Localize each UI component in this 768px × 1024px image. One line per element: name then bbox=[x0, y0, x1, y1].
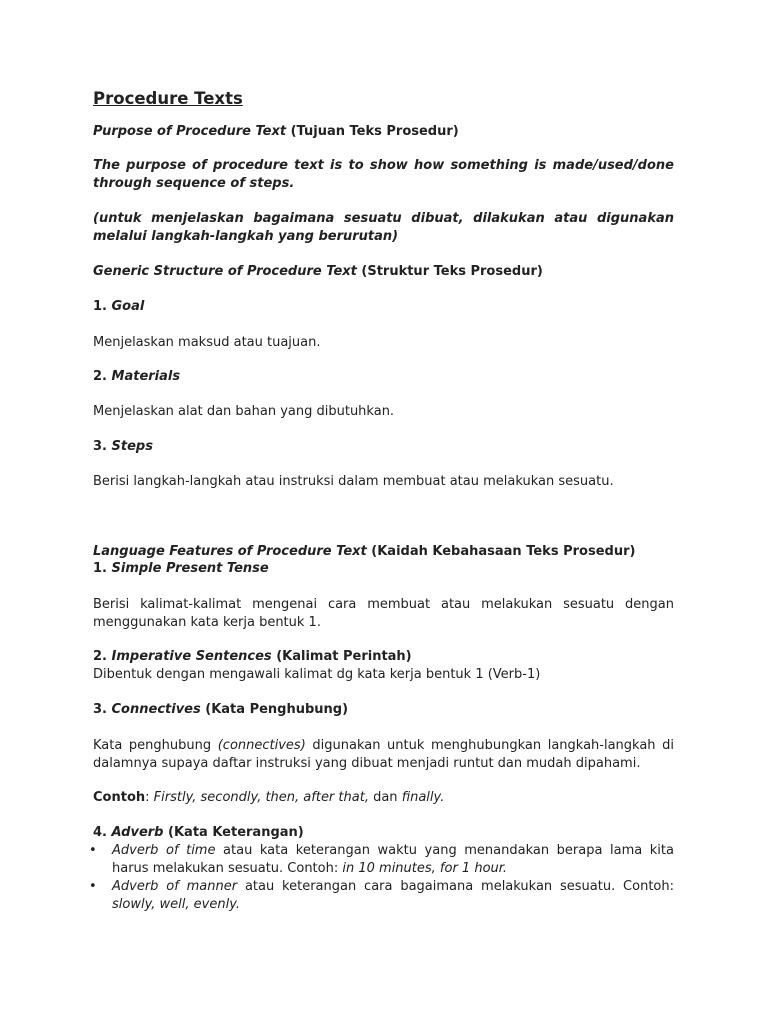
bullet-text: atau kata keterangan waktu yang menandakan berapa lama kita harus melakukan sesuatu. Contoh: bbox=[112, 843, 674, 876]
language-heading-en: Language Features of Procedure Text bbox=[93, 544, 367, 559]
language-heading-id: (Kaidah Kebahasaan Teks Prosedur) bbox=[371, 544, 636, 559]
purpose-text-en: The purpose of procedure text is to show how something is made/used/done through sequence of steps. bbox=[93, 158, 674, 191]
item-number: 3. bbox=[93, 439, 107, 454]
item-number: 3. bbox=[93, 702, 107, 717]
connectives-example bbox=[93, 789, 674, 807]
adverb-list bbox=[93, 842, 674, 914]
list-item bbox=[93, 878, 674, 914]
bullet-term: Adverb of manner bbox=[112, 879, 238, 894]
desc-term: (connectives) bbox=[217, 738, 306, 753]
item-number: 2. bbox=[93, 649, 107, 664]
list-item bbox=[93, 842, 674, 878]
bullet-term: Adverb of time bbox=[112, 843, 216, 858]
item-number: 2. bbox=[93, 369, 107, 384]
item-label: Materials bbox=[111, 369, 181, 384]
feature-imperative bbox=[93, 648, 674, 666]
item-label: Steps bbox=[111, 439, 153, 454]
item-number: 1. bbox=[93, 561, 107, 576]
purpose-heading-en: Purpose of Procedure Text bbox=[93, 124, 287, 139]
structure-heading-en: Generic Structure of Procedure Text bbox=[93, 264, 357, 279]
bullet-example: in 10 minutes, for 1 hour. bbox=[342, 861, 508, 876]
structure-item-goal bbox=[93, 298, 674, 316]
purpose-heading-id: (Tujuan Teks Prosedur) bbox=[290, 124, 459, 139]
feature-connectives bbox=[93, 701, 674, 719]
structure-item-materials-desc: Menjelaskan alat dan bahan yang dibutuhkan. bbox=[93, 404, 395, 419]
example-words: Firstly, secondly, then, after that, bbox=[153, 790, 369, 805]
item-label: Connectives bbox=[111, 702, 201, 717]
item-number: 1. bbox=[93, 299, 107, 314]
item-label-id: (Kata Penghubung) bbox=[205, 702, 349, 717]
item-label: Imperative Sentences bbox=[111, 649, 272, 664]
feature-adverb bbox=[93, 824, 674, 842]
structure-item-goal-desc: Menjelaskan maksud atau tuajuan. bbox=[93, 335, 321, 350]
item-label-id: (Kata Keterangan) bbox=[168, 825, 304, 840]
item-label: Adverb bbox=[111, 825, 164, 840]
bullet-text: atau keterangan cara bagaimana melakukan sesuatu. Contoh: bbox=[244, 879, 674, 894]
bullet-example: slowly, well, evenly. bbox=[112, 897, 241, 912]
example-label: Contoh bbox=[93, 790, 146, 805]
feature-connectives-desc bbox=[93, 737, 674, 773]
page-title: Procedure Texts bbox=[93, 89, 243, 108]
item-label: Simple Present Tense bbox=[111, 561, 269, 576]
feature-simple-present-desc: Berisi kalimat-kalimat mengenai cara membuat atau melakukan sesuatu dengan menggunakan kata kerja bentuk 1. bbox=[93, 597, 674, 630]
feature-simple-present bbox=[93, 560, 674, 578]
structure-item-materials bbox=[93, 368, 674, 386]
example-last: finally. bbox=[401, 790, 445, 805]
desc-part: digunakan untuk menghubungkan langkah-langkah di dalamnya supaya daftar instruksi yang dibuat menjadi runtut dan mudah dipahami. bbox=[93, 738, 675, 771]
item-label: Goal bbox=[111, 299, 145, 314]
purpose-text-id: (untuk menjelaskan bagaimana sesuatu dibuat, dilakukan atau digunakan melalui langkah-langkah yang berurutan) bbox=[93, 211, 674, 244]
structure-heading bbox=[93, 263, 674, 281]
purpose-heading bbox=[93, 123, 674, 141]
item-label-id: (Kalimat Perintah) bbox=[276, 649, 412, 664]
desc-part: Kata penghubung bbox=[93, 738, 212, 753]
structure-item-steps-desc: Berisi langkah-langkah atau instruksi dalam membuat atau melakukan sesuatu. bbox=[93, 474, 614, 489]
example-and: dan bbox=[373, 790, 398, 805]
language-heading bbox=[93, 543, 674, 561]
feature-imperative-desc: Dibentuk dengan mengawali kalimat dg kata kerja bentuk 1 (Verb-1) bbox=[93, 667, 541, 682]
example-separator: : bbox=[145, 790, 150, 805]
structure-item-steps bbox=[93, 438, 674, 456]
item-number: 4. bbox=[93, 825, 107, 840]
structure-heading-id: (Struktur Teks Prosedur) bbox=[361, 264, 543, 279]
